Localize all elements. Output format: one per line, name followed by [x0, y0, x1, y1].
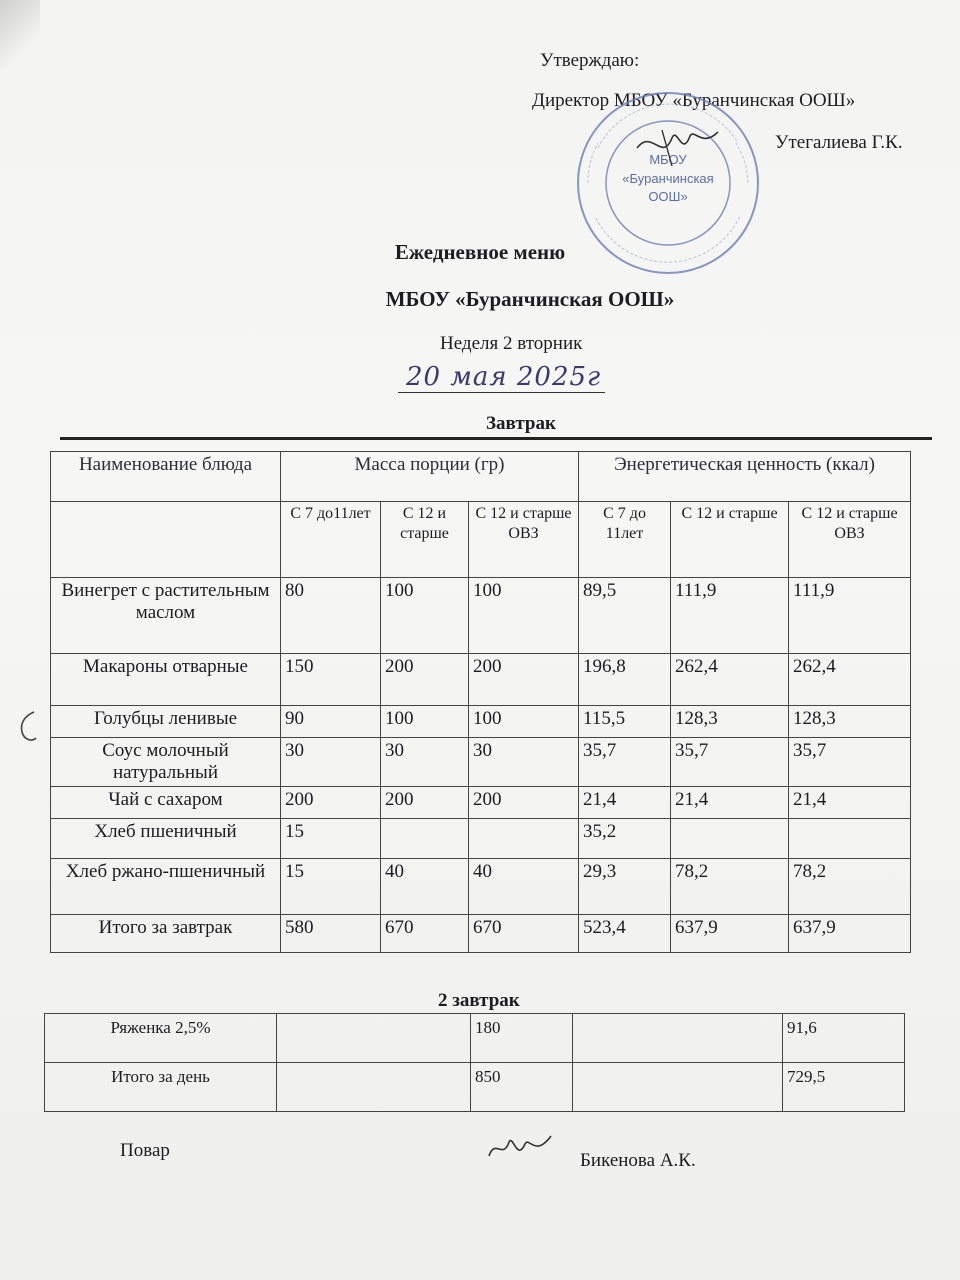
mass-cell: 100: [469, 706, 579, 738]
dish-name: Чай с сахаром: [51, 787, 281, 819]
dish-name: Итого за завтрак: [51, 915, 281, 953]
mass-cell: 200: [381, 654, 469, 706]
energy-cell: 637,9: [789, 915, 911, 953]
energy-cell: 21,4: [579, 787, 671, 819]
director-line: Директор МБОУ «Буранчинская ООШ»: [532, 90, 856, 111]
sub-header: С 7 до 11лет: [579, 502, 671, 578]
seal-line-3: ООШ»: [648, 189, 688, 204]
mass-cell: 200: [381, 787, 469, 819]
mass-cell: 100: [469, 578, 579, 654]
table-row: [51, 706, 911, 738]
dish-name: Соус молочный натуральный: [51, 738, 281, 787]
seal-line-1: МБОУ: [649, 152, 687, 167]
table-row: [51, 787, 911, 819]
week-day: Неделя 2 вторник: [440, 333, 583, 354]
energy-cell: 262,4: [789, 654, 911, 706]
mass-cell: 100: [381, 578, 469, 654]
energy-cell: 523,4: [579, 915, 671, 953]
energy-cell: [789, 819, 911, 859]
dish-name: Хлеб пшеничный: [51, 819, 281, 859]
handwritten-date: 20 мая 2025г: [398, 362, 605, 393]
mass-cell: 15: [281, 819, 381, 859]
table-header-row: [51, 452, 911, 502]
mass-cell: 180: [471, 1014, 573, 1063]
margin-handwritten-mark: [14, 708, 40, 748]
approval-label: Утверждаю:: [540, 50, 640, 71]
energy-cell: 35,7: [579, 738, 671, 787]
sub-header: С 12 и старше ОВЗ: [789, 502, 911, 578]
energy-cell: [671, 819, 789, 859]
energy-cell: 637,9: [671, 915, 789, 953]
energy-cell: 89,5: [579, 578, 671, 654]
page-title: Ежедневное меню: [394, 240, 566, 264]
row-name: Ряженка 2,5%: [45, 1014, 277, 1063]
mass-cell: 90: [281, 706, 381, 738]
seal-line-2: «Буранчинская: [622, 171, 714, 186]
energy-cell: 128,3: [789, 706, 911, 738]
energy-cell: 35,7: [671, 738, 789, 787]
table-row: [45, 1014, 905, 1063]
page-corner-shadow: [0, 0, 40, 70]
mass-cell: 40: [469, 859, 579, 915]
col-mass-header: Масса порции (гр): [281, 452, 579, 502]
dish-name: Макароны отварные: [51, 654, 281, 706]
mass-cell: 40: [381, 859, 469, 915]
energy-cell: 21,4: [789, 787, 911, 819]
table-row: [51, 738, 911, 787]
energy-cell: 196,8: [579, 654, 671, 706]
energy-cell: 115,5: [579, 706, 671, 738]
energy-cell: 29,3: [579, 859, 671, 915]
row-name: Итого за день: [45, 1063, 277, 1112]
energy-cell: 262,4: [671, 654, 789, 706]
cook-label: Повар: [120, 1140, 170, 1161]
energy-cell: 35,7: [789, 738, 911, 787]
mass-cell: 150: [281, 654, 381, 706]
table-row: [51, 654, 911, 706]
table-row: [51, 819, 911, 859]
table-row: [51, 915, 911, 953]
mass-cell: [381, 819, 469, 859]
empty-cell: [573, 1014, 783, 1063]
mass-cell: 200: [469, 787, 579, 819]
sub-header: С 7 до11лет: [281, 502, 381, 578]
col-energy-header: Энергетическая ценность (ккал): [579, 452, 911, 502]
empty-cell: [573, 1063, 783, 1112]
mass-cell: 850: [471, 1063, 573, 1112]
mass-cell: 30: [469, 738, 579, 787]
energy-cell: 729,5: [783, 1063, 905, 1112]
sub-header: С 12 и старше: [381, 502, 469, 578]
mass-cell: 15: [281, 859, 381, 915]
energy-cell: 111,9: [789, 578, 911, 654]
cook-signature: [485, 1128, 555, 1168]
table-row: [45, 1063, 905, 1112]
energy-cell: 21,4: [671, 787, 789, 819]
mass-cell: 80: [281, 578, 381, 654]
table-row: [51, 578, 911, 654]
empty-cell: [277, 1014, 471, 1063]
table-row: [51, 859, 911, 915]
heading-rule: [60, 437, 932, 440]
mass-cell: 100: [381, 706, 469, 738]
director-name: Утегалиева Г.К.: [775, 132, 903, 153]
mass-cell: 200: [281, 787, 381, 819]
mass-cell: 670: [469, 915, 579, 953]
mass-cell: [469, 819, 579, 859]
school-name: МБОУ «Буранчинская ООШ»: [385, 287, 675, 311]
energy-cell: 91,6: [783, 1014, 905, 1063]
second-breakfast-table: [44, 1013, 905, 1112]
sub-header: С 12 и старше: [671, 502, 789, 578]
energy-cell: 128,3: [671, 706, 789, 738]
dish-name: Винегрет с растительным маслом: [51, 578, 281, 654]
sub-header: С 12 и старше ОВЗ: [469, 502, 579, 578]
mass-cell: 30: [381, 738, 469, 787]
energy-cell: 78,2: [671, 859, 789, 915]
breakfast-heading: Завтрак: [486, 413, 556, 434]
mass-cell: 30: [281, 738, 381, 787]
empty-cell: [277, 1063, 471, 1112]
mass-cell: 200: [469, 654, 579, 706]
mass-cell: 580: [281, 915, 381, 953]
table-subheader-row: [51, 502, 911, 578]
breakfast-table: [50, 451, 911, 953]
energy-cell: 78,2: [789, 859, 911, 915]
col-name-header: Наименование блюда: [51, 452, 281, 502]
cook-name: Бикенова А.К.: [580, 1150, 696, 1171]
energy-cell: 111,9: [671, 578, 789, 654]
second-breakfast-heading: 2 завтрак: [438, 990, 520, 1011]
empty-subheader-cell: [51, 502, 281, 578]
dish-name: Голубцы ленивые: [51, 706, 281, 738]
dish-name: Хлеб ржано-пшеничный: [51, 859, 281, 915]
director-signature: [632, 118, 722, 178]
energy-cell: 35,2: [579, 819, 671, 859]
mass-cell: 670: [381, 915, 469, 953]
